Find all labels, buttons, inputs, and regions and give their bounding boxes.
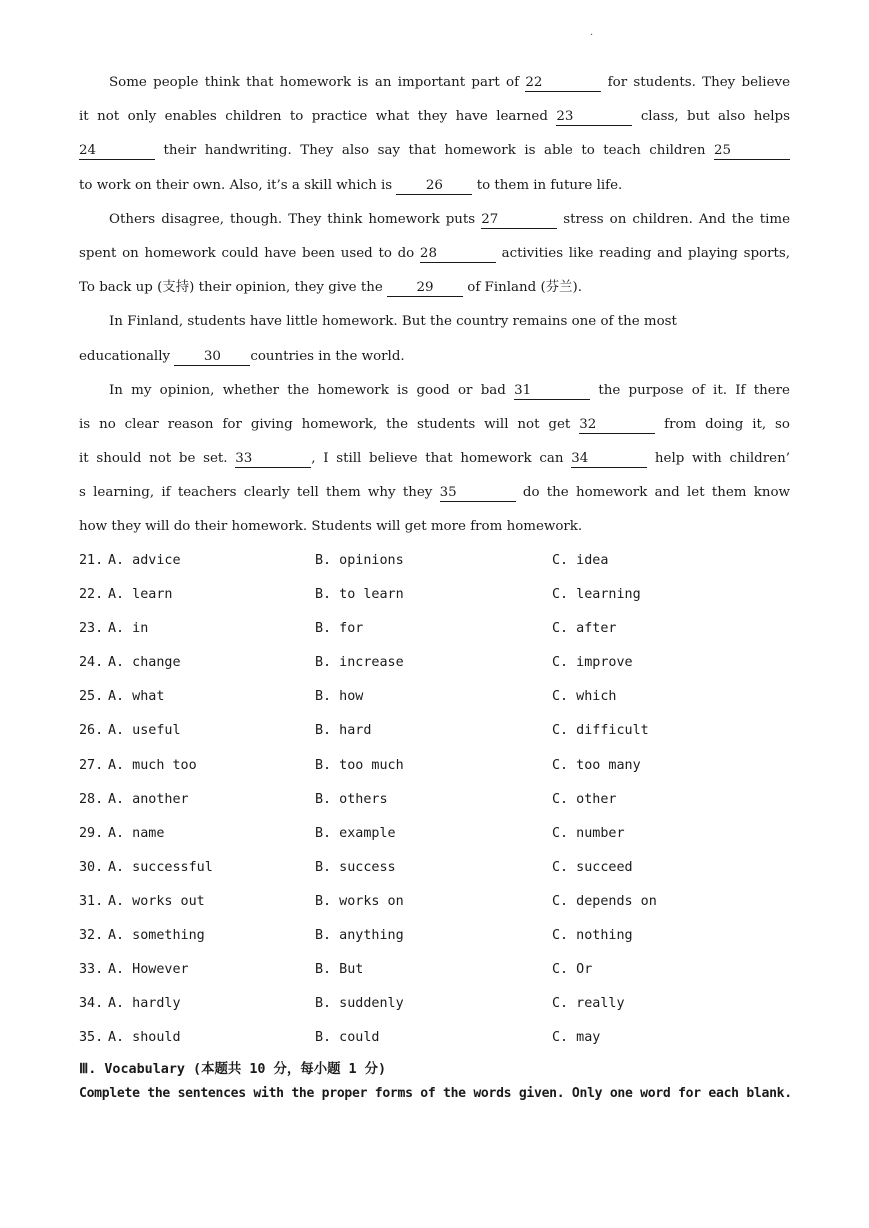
section-title: Ⅲ. Vocabulary (本题共 10 分，每小题 1 分) [79, 1062, 387, 1077]
question-number: 25. [79, 689, 104, 705]
option-row [79, 885, 799, 919]
blank-29: 29 [387, 280, 463, 297]
passage-text: , I still believe that homework can [311, 451, 564, 467]
option-a: A. name [108, 825, 165, 841]
option-c: C. succeed [552, 859, 633, 875]
passage-text: how they will do their homework. Students will get more from homework. [79, 519, 583, 535]
option-c: C. depends on [552, 893, 657, 909]
passage-line [79, 66, 790, 100]
option-c: C. idea [552, 553, 609, 568]
option-a: A. However [108, 962, 189, 978]
blank-35: 35 [440, 485, 516, 502]
passage-line [79, 134, 790, 168]
option-c: C. improve [552, 655, 633, 671]
question-number: 27. [79, 757, 104, 773]
option-b: B. how [315, 689, 364, 705]
option-b: B. increase [315, 655, 404, 671]
blank-33: 33 [235, 451, 311, 468]
passage-text: from doing it, so [664, 416, 790, 432]
passage-text: is no clear reason for giving homework, the students will not get [79, 416, 571, 432]
option-row [79, 749, 799, 783]
blank-34: 34 [571, 451, 647, 468]
passage-line [79, 408, 790, 442]
option-c: C. too many [552, 757, 641, 773]
passage-text: s learning, if teachers clearly tell them why they [79, 485, 433, 501]
option-a: A. useful [108, 723, 181, 739]
question-number: 22. [79, 587, 104, 603]
option-a: A. hardly [108, 996, 181, 1012]
blank-22: 22 [525, 75, 601, 92]
header-mark: · [590, 30, 594, 41]
question-number: 34. [79, 996, 104, 1012]
passage-text: it not only enables children to practice what they have learned [79, 109, 548, 125]
option-c: C. after [552, 621, 617, 637]
passage-text: activities like reading and playing sports, [501, 245, 790, 261]
option-a: A. works out [108, 893, 205, 909]
option-c: C. difficult [552, 723, 649, 739]
passage-text: of Finland (芬兰). [467, 280, 582, 296]
passage-line [79, 510, 790, 544]
question-number: 24. [79, 655, 104, 671]
passage-text: do the homework and let them know [522, 485, 790, 501]
passage-text: to work on their own. Also, it’s a skill which is [79, 177, 393, 193]
question-number: 33. [79, 962, 104, 978]
option-c: C. which [552, 689, 617, 705]
blank-23: 23 [556, 109, 632, 126]
option-b: B. to learn [315, 587, 404, 603]
option-row [79, 680, 799, 714]
option-b: B. anything [315, 928, 404, 944]
passage-text: countries in the world. [250, 348, 405, 364]
passage-text: spent on homework could have been used to do [79, 245, 415, 261]
passage-line [79, 340, 790, 374]
option-a: A. should [108, 1030, 181, 1046]
passage-line [79, 100, 790, 134]
passage-text: Others disagree, though. They think homework puts [109, 211, 476, 227]
option-a: A. change [108, 655, 181, 671]
option-c: C. Or [552, 962, 593, 978]
passage-text: it should not be set. [79, 451, 228, 467]
option-row [79, 851, 799, 885]
option-b: B. others [315, 791, 388, 807]
option-b: B. suddenly [315, 996, 404, 1012]
option-c: C. really [552, 996, 625, 1012]
option-c: C. number [552, 825, 625, 841]
option-row [79, 987, 799, 1021]
passage-text: for students. They believe [607, 75, 790, 90]
answer-options-list [79, 544, 799, 1055]
question-number: 28. [79, 791, 104, 807]
question-number: 26. [79, 723, 104, 739]
option-b: B. But [315, 962, 364, 978]
blank-27: 27 [481, 212, 557, 229]
option-a: A. something [108, 928, 205, 944]
option-row [79, 544, 799, 578]
option-row [79, 817, 799, 851]
passage-line [79, 169, 790, 203]
passage-text: stress on children. And the time [563, 211, 791, 227]
option-a: A. successful [108, 859, 213, 875]
passage-line [79, 271, 790, 305]
passage-text: the purpose of it. If there [598, 382, 790, 398]
option-b: B. for [315, 621, 364, 637]
question-number: 29. [79, 825, 104, 841]
option-b: B. could [315, 1030, 380, 1046]
option-b: B. opinions [315, 553, 404, 568]
passage-line [79, 442, 790, 476]
question-number: 32. [79, 928, 104, 944]
question-number: 30. [79, 859, 104, 875]
option-a: A. in [108, 621, 149, 637]
option-row [79, 714, 799, 748]
question-number: 31. [79, 893, 104, 909]
option-b: B. works on [315, 893, 404, 909]
option-a: A. what [108, 689, 165, 705]
option-b: B. hard [315, 723, 372, 739]
blank-30: 30 [174, 349, 250, 366]
question-number: 21. [79, 553, 104, 568]
option-row [79, 919, 799, 953]
option-a: A. learn [108, 587, 173, 603]
option-row [79, 612, 799, 646]
option-c: C. learning [552, 587, 641, 603]
passage-line [79, 203, 790, 237]
option-a: A. advice [108, 553, 181, 568]
option-a: A. another [108, 791, 189, 807]
passage-text: help with children’ [654, 451, 790, 467]
option-b: B. example [315, 825, 396, 841]
option-row [79, 953, 799, 987]
passage-text: In Finland, students have little homework. But the country remains one of the most [109, 314, 677, 330]
blank-24: 24 [79, 143, 155, 160]
passage-text: educationally [79, 348, 171, 364]
blank-32: 32 [579, 417, 655, 434]
passage-text: In my opinion, whether the homework is good or bad [109, 382, 506, 398]
option-row [79, 783, 799, 817]
passage-text: to them in future life. [476, 177, 623, 193]
blank-31: 31 [514, 383, 590, 400]
option-c: C. may [552, 1030, 601, 1046]
passage-line [79, 237, 790, 271]
passage-text: To back up (支持) their opinion, they give the [79, 280, 383, 296]
passage-line [79, 305, 790, 339]
option-row [79, 646, 799, 680]
option-b: B. too much [315, 757, 404, 773]
section-instruction: Complete the sentences with the proper forms of the words given. Only one word for each blank. [79, 1086, 792, 1101]
option-a: A. much too [108, 757, 197, 773]
passage-text: their handwriting. They also say that homework is able to teach children [163, 143, 706, 159]
cloze-passage [79, 66, 790, 545]
passage-text: class, but also helps [640, 109, 790, 125]
option-row [79, 578, 799, 612]
passage-line [79, 374, 790, 408]
option-c: C. other [552, 791, 617, 807]
option-row [79, 1021, 799, 1055]
option-c: C. nothing [552, 928, 633, 944]
question-number: 35. [79, 1030, 104, 1046]
blank-26: 26 [396, 178, 472, 195]
option-b: B. success [315, 859, 396, 875]
blank-28: 28 [420, 246, 496, 263]
passage-text: Some people think that homework is an important part of [109, 75, 520, 90]
question-number: 23. [79, 621, 104, 637]
blank-25: 25 [714, 143, 790, 160]
passage-line [79, 476, 790, 510]
